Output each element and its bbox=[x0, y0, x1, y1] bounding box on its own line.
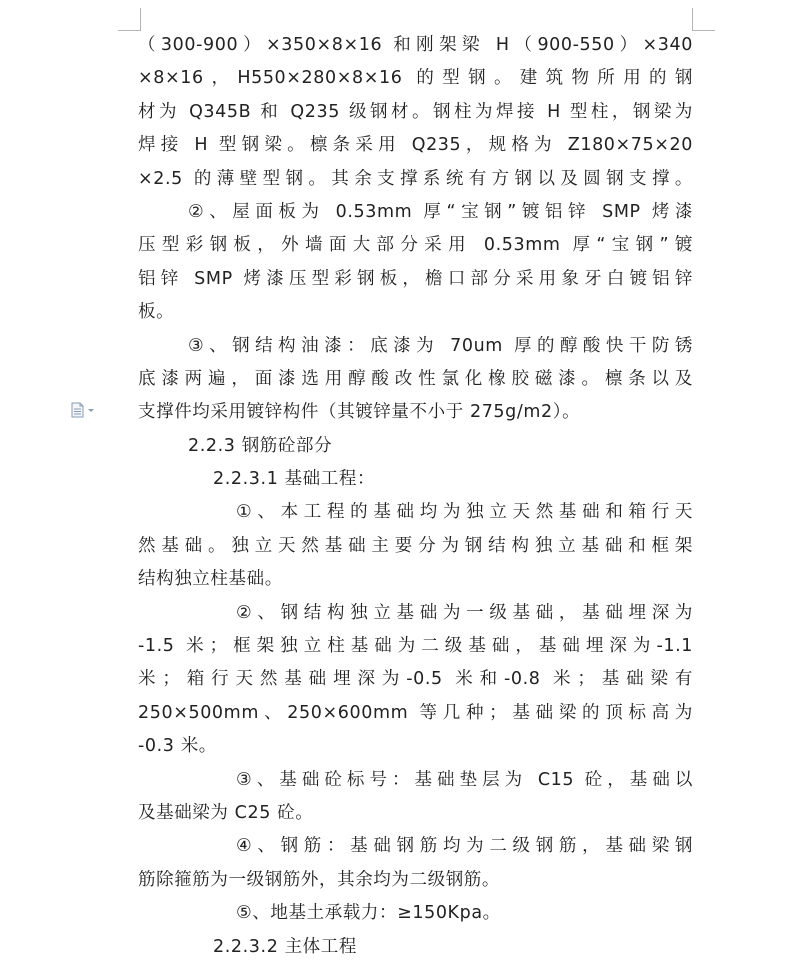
text-line: -0.3 米。 bbox=[138, 736, 217, 757]
text-line: 米；箱行天然基础埋深为-0.5 米和-0.8 米；基础梁有 bbox=[138, 669, 693, 690]
subsection-heading: 2.2.3.1 基础工程： bbox=[213, 469, 376, 490]
text-line: 压型彩钢板，外墙面大部分采用 0.53mm 厚“宝钢”镀 bbox=[138, 235, 693, 256]
crop-mark-top-left bbox=[118, 8, 141, 31]
text-line: ②、钢结构独立基础为一级基础，基础埋深为 bbox=[236, 602, 693, 623]
text-line: 底漆两遍，面漆选用醇酸改性氯化橡胶磁漆。檩条以及 bbox=[138, 368, 693, 389]
text-line: 支撑件均采用镀锌构件（其镀锌量不小于 275g/m2）。 bbox=[138, 402, 581, 423]
document-body bbox=[138, 29, 693, 964]
text-line: 然基础。独立天然基础主要分为钢结构独立基础和框架 bbox=[138, 535, 693, 556]
crop-mark-top-right bbox=[692, 8, 715, 31]
text-line: 材为 Q345B 和 Q235 级钢材。钢柱为焊接 H 型柱，钢梁为 bbox=[138, 101, 693, 122]
text-line: 铝锌 SMP 烤漆压型彩钢板，檐口部分采用象牙白镀铝锌 bbox=[138, 268, 693, 289]
text-line: ③、基础砼标号：基础垫层为 C15 砼，基础以 bbox=[236, 769, 693, 790]
text-line: ⑤、地基土承载力：≥150Kpa。 bbox=[236, 903, 501, 924]
text-line: 筋除箍筋为一级钢筋外，其余均为二级钢筋。 bbox=[138, 869, 500, 890]
text-line: -1.5 米；框架独立柱基础为二级基础，基础埋深为-1.1 bbox=[138, 636, 693, 657]
text-line: 板。 bbox=[138, 302, 175, 323]
text-line: ×2.5 的薄壁型钢。其余支撑系统有方钢以及圆钢支撑。 bbox=[138, 168, 693, 189]
text-line: ④、钢筋：基础钢筋均为二级钢筋，基础梁钢 bbox=[236, 836, 693, 857]
text-line: 结构独立柱基础。 bbox=[138, 569, 283, 590]
paragraph-menu-icon[interactable] bbox=[70, 402, 98, 418]
text-line: ③、钢结构油漆：底漆为 70um 厚的醇酸快干防锈 bbox=[188, 335, 693, 356]
section-heading: 2.2.3 钢筋砼部分 bbox=[188, 435, 333, 456]
text-line: 250×500mm、250×600mm 等几种；基础梁的顶标高为 bbox=[138, 702, 693, 723]
text-line: ×8×16，H550×280×8×16 的型钢。建筑物所用的钢 bbox=[138, 68, 693, 89]
text-line: （300-900）×350×8×16 和刚架梁 H（900-550）×340 bbox=[138, 35, 693, 55]
text-line: 焊接 H 型钢梁。檩条采用 Q235，规格为 Z180×75×20 bbox=[138, 135, 693, 156]
text-line: ②、屋面板为 0.53mm 厚“宝钢”镀铝锌 SMP 烤漆 bbox=[188, 201, 693, 222]
text-line: ①、本工程的基础均为独立天然基础和箱行天 bbox=[236, 502, 693, 523]
subsection-heading: 2.2.3.2 主体工程 bbox=[213, 936, 357, 957]
text-line: 及基础梁为 C25 砼。 bbox=[138, 802, 314, 823]
